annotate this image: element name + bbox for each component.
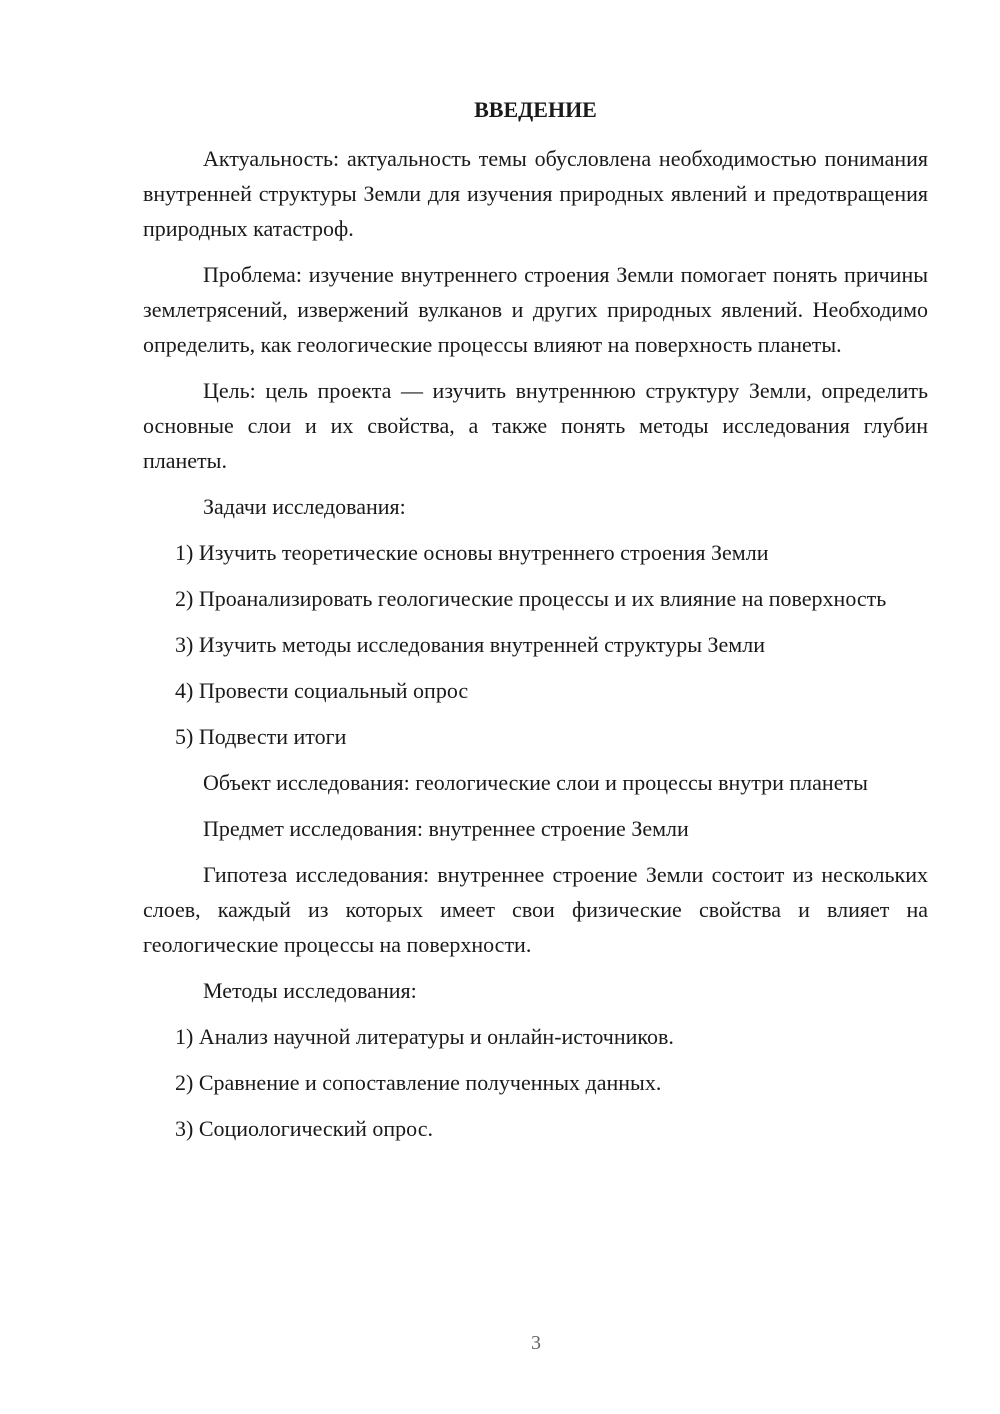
object-paragraph: Объект исследования: геологические слои и процессы внутри планеты [203,770,868,795]
goal-paragraph: Цель: цель проекта — изучить внутреннюю структуру Земли, определить основные слои и их свойства, а также понять методы исследования глубин планеты. [143,378,928,473]
list-item: 2) Проанализировать геологические процессы и их влияние на поверхность [175,586,887,611]
tasks-heading: Задачи исследования: [203,494,406,519]
list-item: 3) Социологический опрос. [175,1116,433,1141]
problem-paragraph: Проблема: изучение внутреннего строения Земли помогает понять причины землетрясений, извержений вулканов и других природных явлений. Необходимо определить, как геологические процессы влияют на поверхность планеты. [143,262,928,357]
subject-paragraph: Предмет исследования: внутреннее строение Земли [203,816,689,841]
list-item: 4) Провести социальный опрос [175,678,469,703]
hypothesis-paragraph: Гипотеза исследования: внутреннее строение Земли состоит из нескольких слоев, каждый из которых имеет свои физические свойства и влияет на геологические процессы на поверхности. [143,862,928,957]
tasks-list [143,535,928,754]
page-number: 3 [531,1332,541,1354]
relevance-paragraph: Актуальность: актуальность темы обусловлена необходимостью понимания внутренней структуры Земли для изучения природных явлений и предотвращения природных катастроф. [143,146,928,241]
document-page [143,92,928,1157]
list-item: 1) Изучить теоретические основы внутреннего строения Земли [175,540,769,565]
list-item: 3) Изучить методы исследования внутренней структуры Земли [175,632,765,657]
list-item: 1) Анализ научной литературы и онлайн-источников. [175,1024,674,1049]
list-item: 5) Подвести итоги [175,724,347,749]
page-title: ВВЕДЕНИЕ [474,97,597,122]
methods-heading: Методы исследования: [203,978,417,1003]
methods-list [143,1019,928,1146]
list-item: 2) Сравнение и сопоставление полученных данных. [175,1070,662,1095]
